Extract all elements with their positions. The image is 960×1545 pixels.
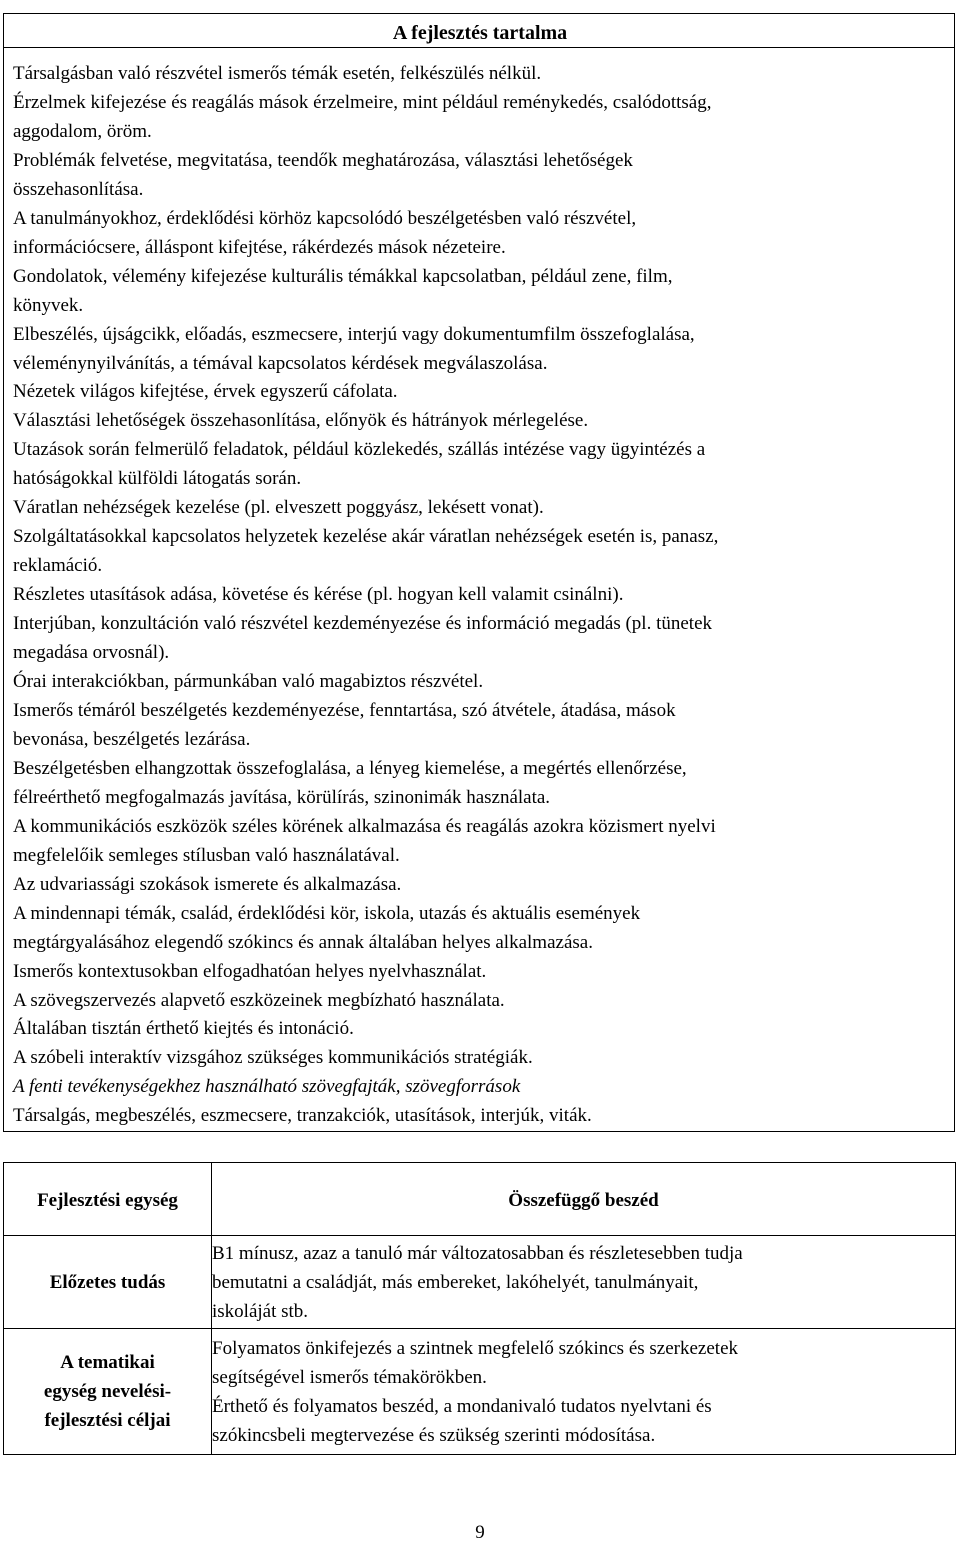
text-line: Társalgásban való részvétel ismerős témák esetén, felkészülés nélkül. (13, 63, 542, 84)
content-box (3, 13, 955, 1132)
page-number: 9 (475, 1522, 485, 1543)
text-line: A kommunikációs eszközök széles körének alkalmazása és reagálás azokra közismert nyelvi (13, 815, 716, 837)
text-line: Nézetek világos kifejtése, érvek egyszerű cáfolata. (13, 381, 398, 403)
prior-knowledge-label: Előzetes tudás (4, 1236, 212, 1329)
text-line: megadása orvosnál). (13, 642, 170, 664)
text-line: Érthető és folyamatos beszéd, a mondanivaló tudatos nyelvtani és (212, 1395, 712, 1417)
text-line: segítségével ismerős témakörökben. (212, 1366, 487, 1388)
unit-value: Összefüggő beszéd (212, 1163, 956, 1236)
text-line: Utazások során felmerülő feladatok, például közlekedés, szállás intézése vagy ügyintézés a (13, 439, 706, 461)
text-line: aggodalom, öröm. (13, 120, 152, 142)
text-line: információcsere, álláspont kifejtése, rákérdezés mások nézeteire. (13, 236, 506, 258)
text-types-heading: A fenti tevékenységekhez használható szövegfajták, szövegforrások (13, 1076, 521, 1098)
content-box-header (4, 14, 954, 48)
text-line: Folyamatos önkifejezés a szintnek megfelelő szókincs és szerkezetek (212, 1337, 738, 1359)
section-title: A fejlesztés tartalma (392, 22, 568, 44)
text-line: megfelelőik semleges stílusban való használatával. (13, 844, 400, 866)
text-line: Gondolatok, vélemény kifejezése kulturális témákkal kapcsolatban, például zene, film, (13, 265, 673, 287)
text-line: Általában tisztán érthető kiejtés és intonáció. (13, 1018, 354, 1040)
text-line: bevonása, beszélgetés lezárása. (13, 728, 251, 750)
text-line: Érzelmek kifejezése és reagálás mások érzelmeire, mint például reménykedés, csalódottság, (13, 91, 712, 113)
text-line: Részletes utasítások adása, követése és kérése (pl. hogyan kell valamit csinálni). (13, 584, 624, 606)
text-line: Szolgáltatásokkal kapcsolatos helyzetek kezelése akár váratlan nehézségek esetén is, panasz, (13, 526, 719, 548)
goals-label (4, 1329, 212, 1455)
text-line: Interjúban, konzultáción való részvétel kezdeményezése és információ megadás (pl. tünetek (13, 613, 713, 635)
prior-knowledge-row (4, 1236, 956, 1329)
unit-label: Fejlesztési egység (4, 1163, 212, 1236)
text-line: iskoláját stb. (212, 1300, 309, 1322)
text-line: félreérthető megfogalmazás javítása, körülírás, szinonimák használata. (13, 786, 551, 808)
goals-label-line: egység nevelési- (43, 1381, 172, 1402)
text-line: Váratlan nehézségek kezelése (pl. elveszett poggyász, lekésett vonat). (13, 497, 544, 519)
text-line: A mindennapi témák, család, érdeklődési kör, iskola, utazás és aktuális események (13, 902, 641, 924)
unit-row (4, 1163, 956, 1236)
text-line: A szóbeli interaktív vizsgához szükséges kommunikációs stratégiák. (13, 1047, 533, 1069)
text-line: reklamáció. (13, 555, 103, 577)
text-line: szókincsbeli megtervezése és szükség szerinti módosítása. (212, 1424, 656, 1446)
goals-row (4, 1329, 956, 1455)
text-line: Problémák felvetése, megvitatása, teendők meghatározása, választási lehetőségek (13, 149, 633, 171)
text-line: Ismerős kontextusokban elfogadhatóan helyes nyelvhasználat. (13, 960, 487, 982)
text-line: megtárgyalásához elegendő szókincs és annak általában helyes alkalmazása. (13, 931, 593, 953)
text-line: összehasonlítása. (13, 178, 144, 200)
text-line: B1 mínusz, azaz a tanuló már változatosabban és részletesebben tudja (212, 1242, 743, 1264)
text-line: Órai interakciókban, pármunkában való magabiztos részvétel. (13, 671, 484, 693)
prior-knowledge-text (212, 1236, 956, 1329)
text-line: A tanulmányokhoz, érdeklődési körhöz kapcsolódó beszélgetésben való részvétel, (13, 207, 637, 229)
text-line: véleménynyilvánítás, a témával kapcsolatos kérdések megválaszolása. (13, 352, 548, 374)
text-line: Ismerős témáról beszélgetés kezdeményezése, fenntartása, szó átvétele, átadása, mások (13, 699, 676, 721)
text-line: bemutatni a családját, más embereket, lakóhelyét, tanulmányait, (212, 1271, 699, 1293)
goals-text (212, 1329, 956, 1455)
text-line: Beszélgetésben elhangzottak összefoglalása, a lényeg kiemelése, a megértés ellenőrzése, (13, 757, 687, 779)
goals-label-line: A tematikai (60, 1352, 155, 1373)
unit-table (3, 1162, 956, 1455)
text-line: könyvek. (13, 294, 84, 316)
content-text (13, 60, 948, 1131)
text-line: A szövegszervezés alapvető eszközeinek megbízható használata. (13, 989, 505, 1011)
text-line: Választási lehetőségek összehasonlítása, előnyök és hátrányok mérlegelése. (13, 410, 589, 432)
text-line: Elbeszélés, újságcikk, előadás, eszmecsere, interjú vagy dokumentumfilm összefoglalása, (13, 323, 695, 345)
text-line: hatóságokkal külföldi látogatás során. (13, 468, 302, 490)
text-line: Az udvariassági szokások ismerete és alkalmazása. (13, 873, 402, 895)
goals-label-line: fejlesztési céljai (44, 1410, 171, 1431)
text-types-list: Társalgás, megbeszélés, eszmecsere, tranzakciók, utasítások, interjúk, viták. (13, 1105, 592, 1127)
